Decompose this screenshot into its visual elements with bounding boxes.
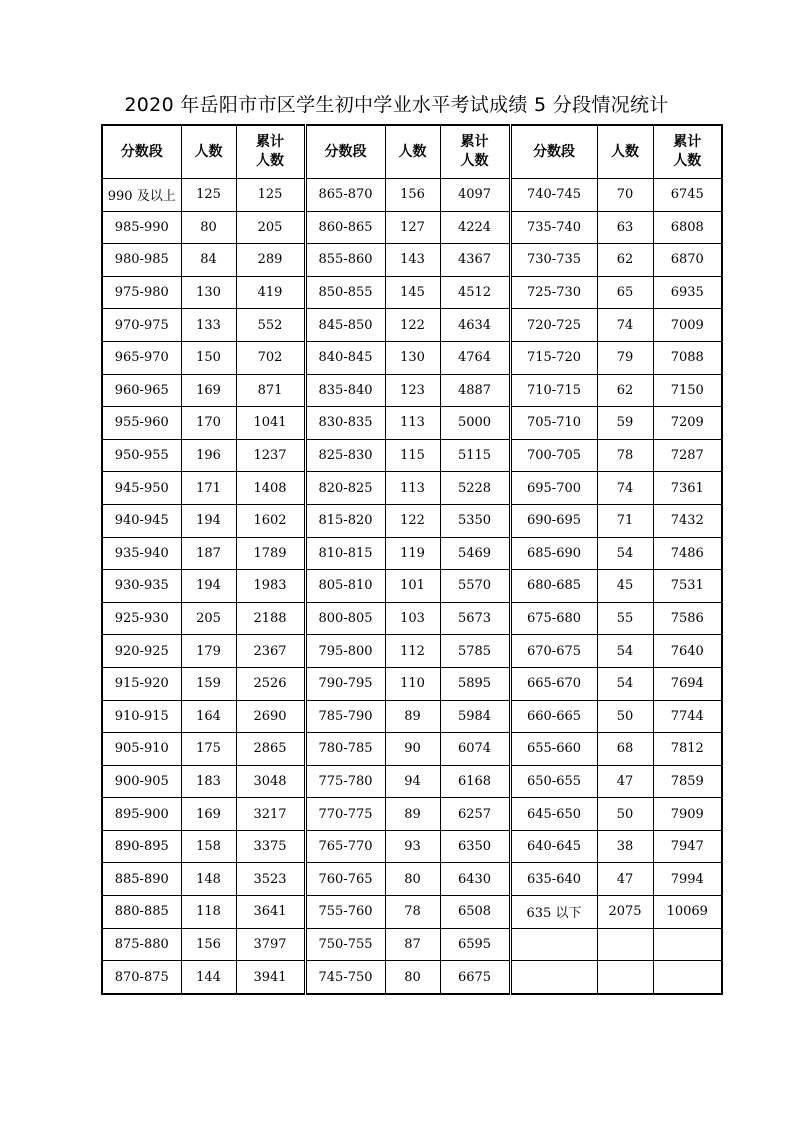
- count-cell: 62: [597, 374, 653, 407]
- score-range-cell: 705-710: [510, 407, 597, 440]
- score-range-cell: 925-930: [102, 602, 181, 635]
- count-cell: 45: [597, 570, 653, 603]
- count-cell: 148: [181, 863, 236, 896]
- cumulative-cell: 552: [236, 309, 305, 342]
- score-range-cell: 825-830: [305, 439, 385, 472]
- score-range-cell: 840-845: [305, 341, 385, 374]
- cumulative-cell: 4367: [440, 244, 510, 277]
- cumulative-cell: 1602: [236, 504, 305, 537]
- count-cell: 89: [385, 798, 440, 831]
- cumulative-cell: 3048: [236, 765, 305, 798]
- cumulative-cell: 4634: [440, 309, 510, 342]
- score-range-cell: 790-795: [305, 667, 385, 700]
- cumulative-cell: 2367: [236, 635, 305, 668]
- score-range-cell: 665-670: [510, 667, 597, 700]
- header-count: 人数: [597, 125, 653, 179]
- header-score-range: 分数段: [510, 125, 597, 179]
- score-range-cell: 710-715: [510, 374, 597, 407]
- table-row: [102, 896, 722, 929]
- count-cell: 205: [181, 602, 236, 635]
- score-range-cell: 935-940: [102, 537, 181, 570]
- cumulative-cell: 6430: [440, 863, 510, 896]
- score-range-cell: 660-665: [510, 700, 597, 733]
- score-range-cell: 740-745: [510, 179, 597, 212]
- score-range-cell: 720-725: [510, 309, 597, 342]
- cumulative-cell: 5115: [440, 439, 510, 472]
- cumulative-cell: 1237: [236, 439, 305, 472]
- score-range-cell: 760-765: [305, 863, 385, 896]
- score-range-cell: 990 及以上: [102, 179, 181, 212]
- table-body: [102, 125, 722, 994]
- cumulative-cell: 5469: [440, 537, 510, 570]
- count-cell: 150: [181, 341, 236, 374]
- score-range-cell: 770-775: [305, 798, 385, 831]
- count-cell: 118: [181, 896, 236, 929]
- cumulative-cell: 5673: [440, 602, 510, 635]
- score-range-cell: 795-800: [305, 635, 385, 668]
- table-row: [102, 863, 722, 896]
- cumulative-cell: 7909: [653, 798, 722, 831]
- count-cell: 80: [385, 961, 440, 994]
- count-cell: 122: [385, 309, 440, 342]
- count-cell: 101: [385, 570, 440, 603]
- score-range-cell: 895-900: [102, 798, 181, 831]
- count-cell: 122: [385, 504, 440, 537]
- count-cell: 80: [181, 211, 236, 244]
- cumulative-cell: 5984: [440, 700, 510, 733]
- table-row: [102, 928, 722, 961]
- score-distribution-table: [101, 124, 723, 995]
- score-range-cell: 750-755: [305, 928, 385, 961]
- count-cell: 112: [385, 635, 440, 668]
- score-range-cell: 880-885: [102, 896, 181, 929]
- count-cell: 55: [597, 602, 653, 635]
- score-range-cell: 915-920: [102, 667, 181, 700]
- cumulative-cell: 5570: [440, 570, 510, 603]
- table-row: [102, 504, 722, 537]
- score-range-cell: 845-850: [305, 309, 385, 342]
- count-cell: 47: [597, 863, 653, 896]
- table-row: [102, 602, 722, 635]
- count-cell: [597, 928, 653, 961]
- cumulative-cell: 3375: [236, 830, 305, 863]
- score-range-cell: 890-895: [102, 830, 181, 863]
- table-row: [102, 472, 722, 505]
- count-cell: 130: [385, 341, 440, 374]
- header-cumulative-line2: 人数: [460, 153, 489, 169]
- score-range-cell: 970-975: [102, 309, 181, 342]
- score-range-cell: 920-925: [102, 635, 181, 668]
- count-cell: 70: [597, 179, 653, 212]
- cumulative-cell: 6508: [440, 896, 510, 929]
- score-range-cell: 690-695: [510, 504, 597, 537]
- table-row: [102, 537, 722, 570]
- score-range-cell: 635-640: [510, 863, 597, 896]
- count-cell: 80: [385, 863, 440, 896]
- score-range-cell: 950-955: [102, 439, 181, 472]
- count-cell: 187: [181, 537, 236, 570]
- header-cumulative-line2: 人数: [256, 153, 284, 169]
- count-cell: 78: [597, 439, 653, 472]
- score-range-cell: 730-735: [510, 244, 597, 277]
- table-row: [102, 667, 722, 700]
- score-range-cell: 715-720: [510, 341, 597, 374]
- count-cell: 93: [385, 830, 440, 863]
- score-range-cell: 765-770: [305, 830, 385, 863]
- cumulative-cell: 7744: [653, 700, 722, 733]
- count-cell: 68: [597, 733, 653, 766]
- cumulative-cell: 871: [236, 374, 305, 407]
- cumulative-cell: 289: [236, 244, 305, 277]
- table-row: [102, 244, 722, 277]
- cumulative-cell: 3641: [236, 896, 305, 929]
- table-row: [102, 798, 722, 831]
- count-cell: 115: [385, 439, 440, 472]
- header-cumulative: [236, 125, 305, 179]
- score-range-cell: 975-980: [102, 276, 181, 309]
- score-range-cell: 675-680: [510, 602, 597, 635]
- cumulative-cell: 7150: [653, 374, 722, 407]
- score-range-cell: 685-690: [510, 537, 597, 570]
- cumulative-cell: 419: [236, 276, 305, 309]
- score-range-cell: 670-675: [510, 635, 597, 668]
- score-range-cell: 645-650: [510, 798, 597, 831]
- count-cell: 196: [181, 439, 236, 472]
- count-cell: 89: [385, 700, 440, 733]
- header-cumulative-line1: 累计: [673, 134, 702, 150]
- score-range-cell: 860-865: [305, 211, 385, 244]
- cumulative-cell: 6935: [653, 276, 722, 309]
- cumulative-cell: 2188: [236, 602, 305, 635]
- count-cell: 169: [181, 374, 236, 407]
- count-cell: 123: [385, 374, 440, 407]
- table-row: [102, 407, 722, 440]
- cumulative-cell: 3941: [236, 961, 305, 994]
- header-count: 人数: [181, 125, 236, 179]
- count-cell: 47: [597, 765, 653, 798]
- cumulative-cell: 205: [236, 211, 305, 244]
- table-row: [102, 276, 722, 309]
- cumulative-cell: 5000: [440, 407, 510, 440]
- count-cell: 159: [181, 667, 236, 700]
- count-cell: 71: [597, 504, 653, 537]
- count-cell: 156: [385, 179, 440, 212]
- score-range-cell: 780-785: [305, 733, 385, 766]
- score-range-cell: 680-685: [510, 570, 597, 603]
- cumulative-cell: 4224: [440, 211, 510, 244]
- score-range-cell: 700-705: [510, 439, 597, 472]
- cumulative-cell: [653, 961, 722, 994]
- count-cell: 156: [181, 928, 236, 961]
- count-cell: [597, 961, 653, 994]
- cumulative-cell: 6745: [653, 179, 722, 212]
- count-cell: 170: [181, 407, 236, 440]
- cumulative-cell: 2526: [236, 667, 305, 700]
- page-title: 2020 年岳阳市市区学生初中学业水平考试成绩 5 分段情况统计: [124, 94, 669, 116]
- header-cumulative: [440, 125, 510, 179]
- cumulative-cell: 3797: [236, 928, 305, 961]
- score-range-cell: 945-950: [102, 472, 181, 505]
- cumulative-cell: 6074: [440, 733, 510, 766]
- cumulative-cell: 2865: [236, 733, 305, 766]
- score-range-cell: 865-870: [305, 179, 385, 212]
- score-range-cell: 855-860: [305, 244, 385, 277]
- cumulative-cell: 4097: [440, 179, 510, 212]
- score-distribution-table-wrapper: [101, 124, 721, 995]
- count-cell: 119: [385, 537, 440, 570]
- score-range-cell: 735-740: [510, 211, 597, 244]
- header-cumulative: [653, 125, 722, 179]
- cumulative-cell: 7531: [653, 570, 722, 603]
- cumulative-cell: 1983: [236, 570, 305, 603]
- cumulative-cell: 5895: [440, 667, 510, 700]
- header-cumulative-line2: 人数: [673, 153, 702, 169]
- count-cell: 94: [385, 765, 440, 798]
- score-range-cell: 830-835: [305, 407, 385, 440]
- score-range-cell: 805-810: [305, 570, 385, 603]
- count-cell: 145: [385, 276, 440, 309]
- score-range-cell: 905-910: [102, 733, 181, 766]
- count-cell: 130: [181, 276, 236, 309]
- count-cell: 54: [597, 667, 653, 700]
- score-range-cell: [510, 928, 597, 961]
- count-cell: 2075: [597, 896, 653, 929]
- table-row: [102, 765, 722, 798]
- cumulative-cell: 3523: [236, 863, 305, 896]
- score-range-cell: 640-645: [510, 830, 597, 863]
- score-range-cell: 815-820: [305, 504, 385, 537]
- count-cell: 84: [181, 244, 236, 277]
- header-count: 人数: [385, 125, 440, 179]
- cumulative-cell: 7640: [653, 635, 722, 668]
- cumulative-cell: 1041: [236, 407, 305, 440]
- score-range-cell: 885-890: [102, 863, 181, 896]
- table-row: [102, 439, 722, 472]
- cumulative-cell: 3217: [236, 798, 305, 831]
- count-cell: 164: [181, 700, 236, 733]
- count-cell: 90: [385, 733, 440, 766]
- score-range-cell: 940-945: [102, 504, 181, 537]
- count-cell: 38: [597, 830, 653, 863]
- score-range-cell: 800-805: [305, 602, 385, 635]
- cumulative-cell: 1789: [236, 537, 305, 570]
- count-cell: 171: [181, 472, 236, 505]
- score-range-cell: 745-750: [305, 961, 385, 994]
- cumulative-cell: 7586: [653, 602, 722, 635]
- score-range-cell: 785-790: [305, 700, 385, 733]
- cumulative-cell: 7812: [653, 733, 722, 766]
- count-cell: 194: [181, 570, 236, 603]
- count-cell: 113: [385, 472, 440, 505]
- cumulative-cell: 7432: [653, 504, 722, 537]
- score-range-cell: [510, 961, 597, 994]
- table-row: [102, 179, 722, 212]
- table-row: [102, 309, 722, 342]
- table-row: [102, 570, 722, 603]
- count-cell: 175: [181, 733, 236, 766]
- cumulative-cell: 125: [236, 179, 305, 212]
- cumulative-cell: 4512: [440, 276, 510, 309]
- count-cell: 169: [181, 798, 236, 831]
- score-range-cell: 835-840: [305, 374, 385, 407]
- count-cell: 125: [181, 179, 236, 212]
- count-cell: 65: [597, 276, 653, 309]
- count-cell: 133: [181, 309, 236, 342]
- count-cell: 78: [385, 896, 440, 929]
- score-range-cell: 900-905: [102, 765, 181, 798]
- table-row: [102, 733, 722, 766]
- score-range-cell: 870-875: [102, 961, 181, 994]
- cumulative-cell: 5228: [440, 472, 510, 505]
- header-cumulative-line1: 累计: [256, 134, 284, 150]
- cumulative-cell: 6870: [653, 244, 722, 277]
- score-range-cell: 725-730: [510, 276, 597, 309]
- cumulative-cell: 6808: [653, 211, 722, 244]
- score-range-cell: 965-970: [102, 341, 181, 374]
- score-range-cell: 635 以下: [510, 896, 597, 929]
- score-range-cell: 930-935: [102, 570, 181, 603]
- cumulative-cell: 4764: [440, 341, 510, 374]
- cumulative-cell: 7209: [653, 407, 722, 440]
- score-range-cell: 980-985: [102, 244, 181, 277]
- count-cell: 194: [181, 504, 236, 537]
- cumulative-cell: 7694: [653, 667, 722, 700]
- score-range-cell: 695-700: [510, 472, 597, 505]
- count-cell: 127: [385, 211, 440, 244]
- count-cell: 113: [385, 407, 440, 440]
- count-cell: 62: [597, 244, 653, 277]
- score-range-cell: 875-880: [102, 928, 181, 961]
- cumulative-cell: 6675: [440, 961, 510, 994]
- count-cell: 54: [597, 635, 653, 668]
- count-cell: 79: [597, 341, 653, 374]
- score-range-cell: 775-780: [305, 765, 385, 798]
- count-cell: 158: [181, 830, 236, 863]
- score-range-cell: 960-965: [102, 374, 181, 407]
- cumulative-cell: 7947: [653, 830, 722, 863]
- cumulative-cell: 7859: [653, 765, 722, 798]
- cumulative-cell: 7486: [653, 537, 722, 570]
- cumulative-cell: 7994: [653, 863, 722, 896]
- cumulative-cell: 7009: [653, 309, 722, 342]
- header-score-range: 分数段: [305, 125, 385, 179]
- count-cell: 63: [597, 211, 653, 244]
- score-range-cell: 655-660: [510, 733, 597, 766]
- table-row: [102, 635, 722, 668]
- table-row: [102, 961, 722, 994]
- count-cell: 87: [385, 928, 440, 961]
- count-cell: 50: [597, 798, 653, 831]
- cumulative-cell: 5785: [440, 635, 510, 668]
- table-row: [102, 700, 722, 733]
- count-cell: 59: [597, 407, 653, 440]
- score-range-cell: 755-760: [305, 896, 385, 929]
- score-range-cell: 955-960: [102, 407, 181, 440]
- cumulative-cell: 10069: [653, 896, 722, 929]
- header-row: [102, 125, 722, 179]
- score-range-cell: 910-915: [102, 700, 181, 733]
- header-score-range: 分数段: [102, 125, 181, 179]
- count-cell: 74: [597, 309, 653, 342]
- score-range-cell: 985-990: [102, 211, 181, 244]
- score-range-cell: 810-815: [305, 537, 385, 570]
- cumulative-cell: 1408: [236, 472, 305, 505]
- cumulative-cell: 4887: [440, 374, 510, 407]
- cumulative-cell: 5350: [440, 504, 510, 537]
- score-range-cell: 850-855: [305, 276, 385, 309]
- table-row: [102, 374, 722, 407]
- header-cumulative-line1: 累计: [460, 134, 489, 150]
- cumulative-cell: 6595: [440, 928, 510, 961]
- cumulative-cell: 6257: [440, 798, 510, 831]
- table-row: [102, 211, 722, 244]
- count-cell: 110: [385, 667, 440, 700]
- count-cell: 179: [181, 635, 236, 668]
- count-cell: 183: [181, 765, 236, 798]
- cumulative-cell: 6168: [440, 765, 510, 798]
- count-cell: 103: [385, 602, 440, 635]
- cumulative-cell: 7361: [653, 472, 722, 505]
- cumulative-cell: [653, 928, 722, 961]
- count-cell: 74: [597, 472, 653, 505]
- count-cell: 50: [597, 700, 653, 733]
- count-cell: 144: [181, 961, 236, 994]
- cumulative-cell: 7287: [653, 439, 722, 472]
- score-range-cell: 820-825: [305, 472, 385, 505]
- score-range-cell: 650-655: [510, 765, 597, 798]
- table-row: [102, 830, 722, 863]
- count-cell: 54: [597, 537, 653, 570]
- cumulative-cell: 6350: [440, 830, 510, 863]
- cumulative-cell: 7088: [653, 341, 722, 374]
- table-row: [102, 341, 722, 374]
- cumulative-cell: 2690: [236, 700, 305, 733]
- count-cell: 143: [385, 244, 440, 277]
- cumulative-cell: 702: [236, 341, 305, 374]
